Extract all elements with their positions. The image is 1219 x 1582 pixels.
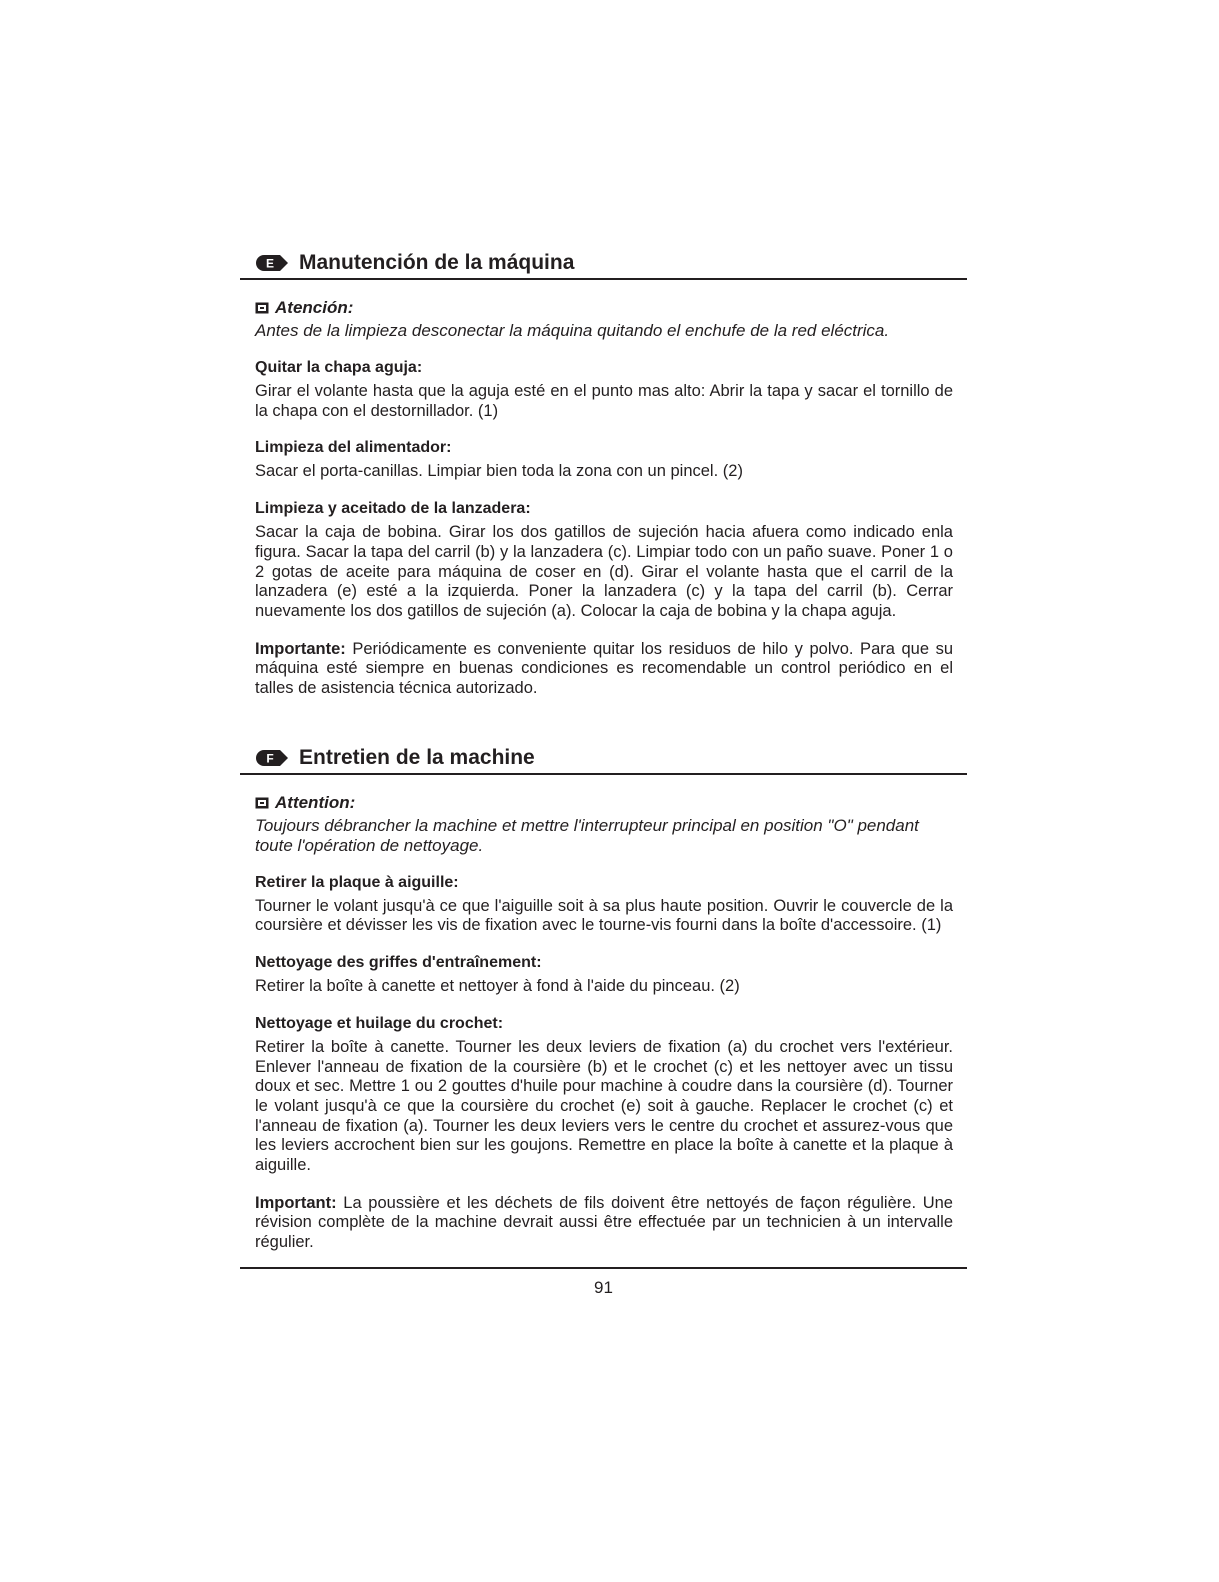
footer-divider xyxy=(240,1267,967,1269)
language-badge-letter: F xyxy=(266,751,274,766)
section-title: Entretien de la machine xyxy=(299,745,535,769)
subsection-title: Nettoyage et huilage du crochet: xyxy=(255,1014,504,1032)
warning-title: Atención: xyxy=(275,298,354,317)
subsection-text: Retirer la boîte à canette et nettoyer à fond à l'aide du pinceau. (2) xyxy=(255,977,740,996)
language-badge-letter: E xyxy=(265,256,275,271)
important-label: Important: xyxy=(255,1193,337,1212)
subsection xyxy=(255,1014,953,1176)
section-body xyxy=(240,792,967,1253)
important-note xyxy=(255,640,953,699)
warning-box-icon xyxy=(255,302,269,314)
important-label: Importante: xyxy=(255,639,346,658)
important-text: Periódicamente es conveniente quitar los residuos de hilo y polvo. Para que su máquina esté siempre en buenas condiciones es recomendable un control periódico en el talles de asistencia técnica autorizado. xyxy=(255,639,953,698)
subsection-title: Quitar la chapa aguja: xyxy=(255,359,423,376)
warning-heading xyxy=(255,792,953,814)
section-header xyxy=(240,248,967,280)
subsection-text: Tourner le volant jusqu'à ce que l'aiguille soit à sa plus haute position. Ouvrir le couvercle de la coursière et dévisser les vis de fixation avec le tourne-vis fourni dans la boîte d'accessoire. (1) xyxy=(255,896,953,935)
subsection-title: Limpieza y aceitado de la lanzadera: xyxy=(255,500,531,518)
subsection-text: Sacar el porta-canillas. Limpiar bien toda la zona con un pincel. (2) xyxy=(255,462,743,481)
subsection xyxy=(255,499,953,622)
warning-text: Antes de la limpieza desconectar la máquina quitando el enchufe de la red eléctrica. xyxy=(255,321,890,340)
warning-block xyxy=(255,792,953,856)
section-spanish xyxy=(240,248,967,699)
language-badge-icon xyxy=(255,749,289,767)
warning-text: Toujours débrancher la machine et mettre l'interrupteur principal en position "O" pendant toute l'opération de nettoyage. xyxy=(255,815,919,855)
section-header xyxy=(240,743,967,775)
section-body xyxy=(240,297,967,699)
subsection-title: Limpieza del alimentador: xyxy=(255,439,452,457)
section-french xyxy=(240,743,967,1253)
subsection xyxy=(255,438,953,482)
subsection xyxy=(255,953,953,997)
subsection-title: Retirer la plaque à aiguille: xyxy=(255,873,459,891)
subsection-text: Sacar la caja de bobina. Girar los dos gatillos de sujeción hacia afuera como indicado enla figura. Sacar la tapa del carril (b) y la lanzadera (c). Limpiar todo con un paño suave. Poner 1 o 2 gotas de aceite para máquina de coser en (d). Girar el volante hasta que el carril de la lanzadera (e) esté a la izquierda. Poner la lanzadera (c) y la tapa del carril (b). Cerrar nuevamente los dos gatillos de sujeción (a). Colocar la caja de bobina y la chapa aguja. xyxy=(255,523,953,620)
manual-page xyxy=(240,248,967,1299)
page-number: 91 xyxy=(594,1277,613,1297)
warning-heading xyxy=(255,297,953,319)
warning-box-icon xyxy=(255,797,269,809)
subsection xyxy=(255,873,953,936)
subsection-title: Nettoyage des griffes d'entraînement: xyxy=(255,954,542,972)
subsection xyxy=(255,358,953,421)
language-badge-icon xyxy=(255,254,289,272)
important-text: La poussière et les déchets de fils doivent être nettoyés de façon régulière. Une révision complète de la machine devrait aussi être effectuée par un technicien à un intervalle régulier. xyxy=(255,1193,953,1252)
section-title: Manutención de la máquina xyxy=(299,251,575,274)
warning-title: Attention: xyxy=(275,792,356,812)
warning-block xyxy=(255,297,953,341)
subsection-text: Girar el volante hasta que la aguja esté en el punto mas alto: Abrir la tapa y sacar el tornillo de la chapa con el destornillador. (1) xyxy=(255,382,953,420)
subsection-text: Retirer la boîte à canette. Tourner les deux leviers de fixation (a) du crochet vers l'extérieur. Enlever l'anneau de fixation de la coursière (b) et le crochet (c) et les nettoyer avec un tissu doux et sec. Mettre 1 ou 2 gouttes d'huile pour machine à coudre dans la coursière (d). Tourner le volant jusqu'à ce que la coursière du crochet (e) soit à gauche. Replacer le crochet (c) et l'anneau de fixation (a). Tourner les deux leviers vers le centre du crochet et assurez-vous que les leviers accrochent bien sur les goujons. Remettre en place la boîte à canette et la plaque à aiguille. xyxy=(255,1037,953,1175)
important-note xyxy=(255,1194,953,1253)
